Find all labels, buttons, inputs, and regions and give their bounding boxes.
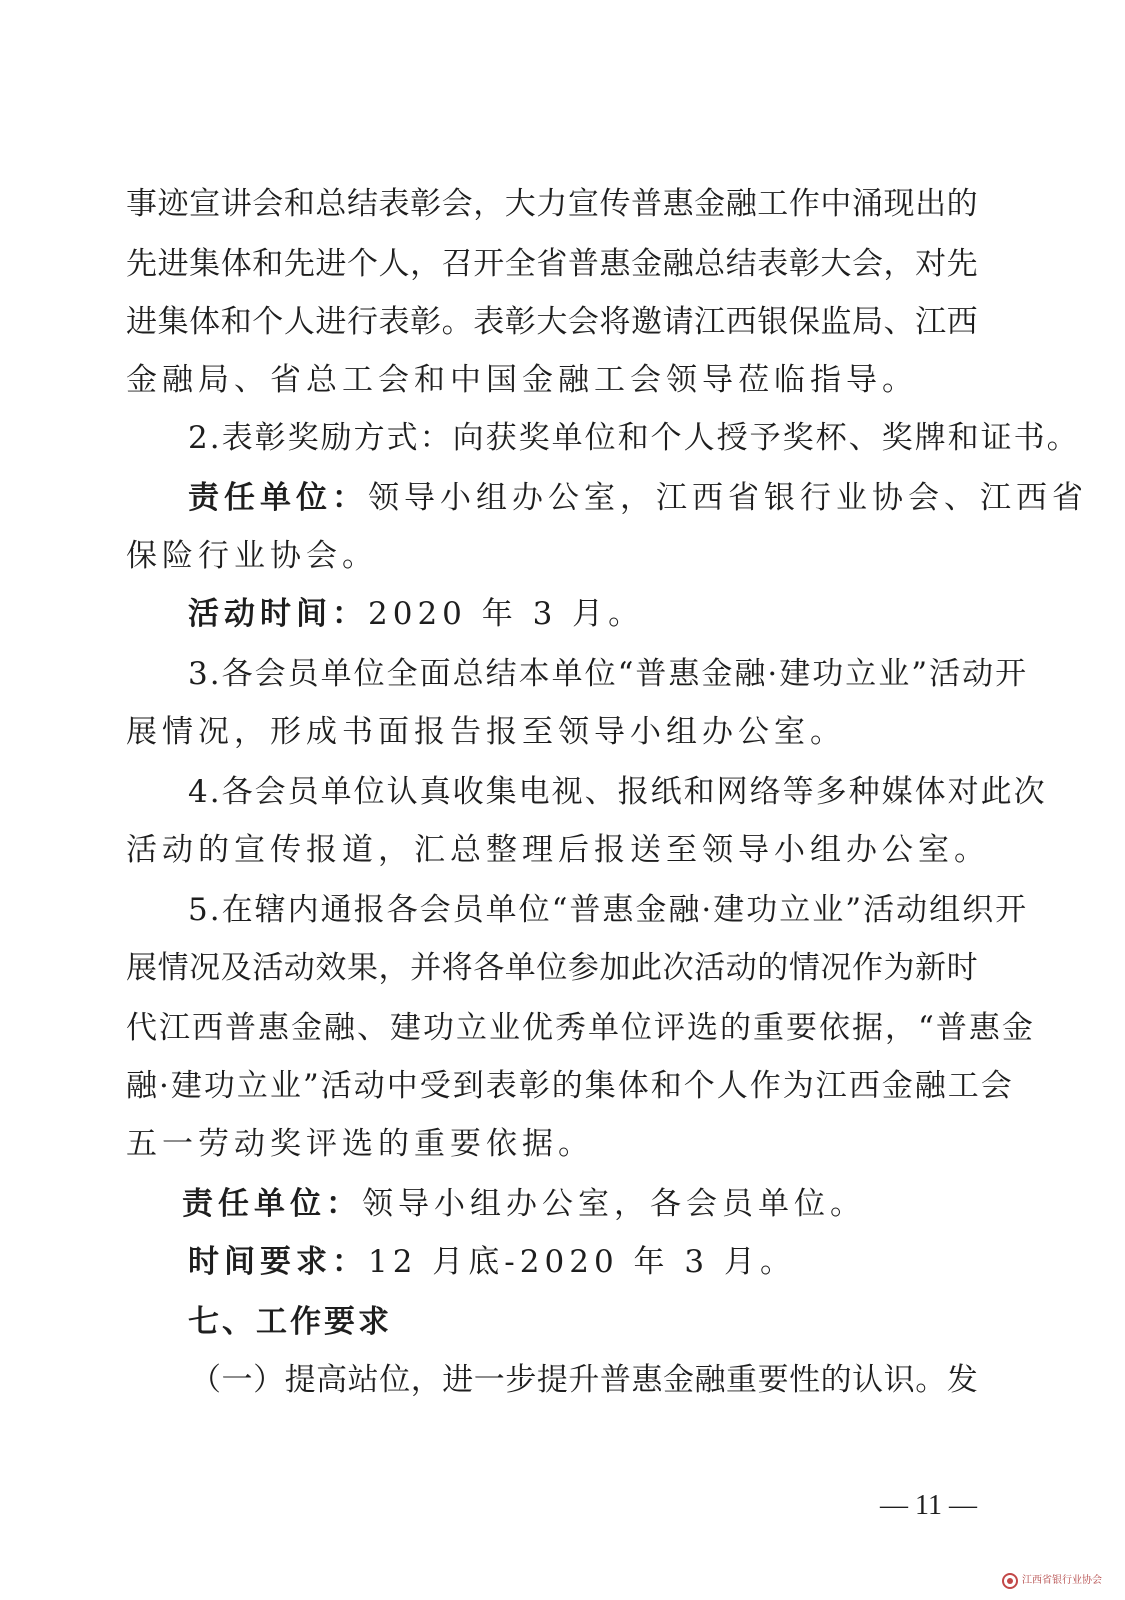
body-text: 12 月底-2020 年 3 月。 bbox=[368, 1244, 796, 1280]
watermark bbox=[1002, 1573, 1102, 1589]
section-title: 七、工作要求 bbox=[188, 1304, 392, 1340]
body-text: 事 迹 宣 讲 会 和 总 结 表 彰 会 ， 大 力 宣 传 普 惠 金 融 工 作 中 涌 现 出 的 bbox=[126, 186, 978, 222]
body-line bbox=[126, 1066, 1125, 1106]
field-label: 时间要求： bbox=[188, 1244, 368, 1280]
body-line bbox=[188, 654, 1125, 694]
body-line bbox=[126, 244, 978, 284]
body-text: 领导小组办公室，各会员单位。 bbox=[362, 1186, 866, 1222]
body-text: 4.各会员单位认真收集电视、报纸和网络等多种媒体对此次 bbox=[188, 774, 1047, 810]
body-line bbox=[126, 830, 1125, 870]
body-line bbox=[188, 890, 1125, 930]
activity-time-line bbox=[188, 594, 1125, 634]
body-text: 3.各会员单位全面总结本单位“普惠金融·建功立业”活动开 bbox=[188, 656, 1029, 692]
body-line bbox=[126, 1008, 1125, 1048]
body-text: 展情况，形成书面报告报至领导小组办公室。 bbox=[126, 714, 846, 750]
field-label: 责任单位： bbox=[188, 480, 368, 516]
body-text: 活动的宣传报道，汇总整理后报送至领导小组办公室。 bbox=[126, 832, 990, 868]
time-requirement-line bbox=[188, 1242, 1125, 1282]
body-text: 五一劳动奖评选的重要依据。 bbox=[126, 1126, 594, 1162]
body-text: 进 集 体 和 个 人 进 行 表 彰 。 表 彰 大 会 将 邀 请 江 西 银 保 监 局 、 江 西 bbox=[126, 304, 978, 340]
body-line bbox=[126, 302, 978, 342]
body-text: 2020 年 3 月。 bbox=[368, 596, 645, 632]
body-line bbox=[126, 712, 1125, 752]
association-logo-icon bbox=[1002, 1573, 1018, 1589]
body-line bbox=[126, 184, 978, 224]
body-text: 2.表彰奖励方式：向获奖单位和个人授予奖杯、奖牌和证书。 bbox=[188, 420, 1080, 456]
body-text: 金融局、省总工会和中国金融工会领导莅临指导。 bbox=[126, 362, 918, 398]
page-number: — 11 — bbox=[880, 1490, 977, 1521]
section-heading bbox=[188, 1302, 1125, 1342]
body-text: （ 一 ） 提 高 站 位 ， 进 一 步 提 升 普 惠 金 融 重 要 性 的 认 识 。 发 bbox=[190, 1362, 978, 1398]
body-text: 5.在辖内通报各会员单位“普惠金融·建功立业”活动组织开 bbox=[188, 892, 1029, 928]
body-line bbox=[126, 360, 1125, 400]
body-text: 展 情 况 及 活 动 效 果 ， 并 将 各 单 位 参 加 此 次 活 动 的 情 况 作 为 新 时 bbox=[126, 950, 978, 986]
body-line bbox=[126, 536, 1125, 576]
body-line bbox=[188, 772, 1125, 812]
body-text: 先 进 集 体 和 先 进 个 人 ， 召 开 全 省 普 惠 金 融 总 结 表 彰 大 会 ， 对 先 bbox=[126, 246, 978, 282]
body-line bbox=[190, 1360, 978, 1400]
body-text: 融·建功立业”活动中受到表彰的集体和个人作为江西金融工会 bbox=[126, 1068, 1014, 1104]
body-line bbox=[126, 1124, 1125, 1164]
body-text: 领导小组办公室，江西省银行业协会、江西省 bbox=[368, 480, 1088, 516]
field-label: 责任单位： bbox=[182, 1186, 362, 1222]
body-text: 代江西普惠金融、建功立业优秀单位评选的重要依据，“普惠金 bbox=[126, 1010, 1035, 1046]
responsibility-line bbox=[182, 1184, 1125, 1224]
body-line bbox=[126, 948, 978, 988]
responsibility-line bbox=[188, 478, 1125, 518]
field-label: 活动时间： bbox=[188, 596, 368, 632]
body-text: 保险行业协会。 bbox=[126, 538, 378, 574]
body-line bbox=[188, 418, 1125, 458]
watermark-text: 江西省银行业协会 bbox=[1022, 1575, 1102, 1586]
